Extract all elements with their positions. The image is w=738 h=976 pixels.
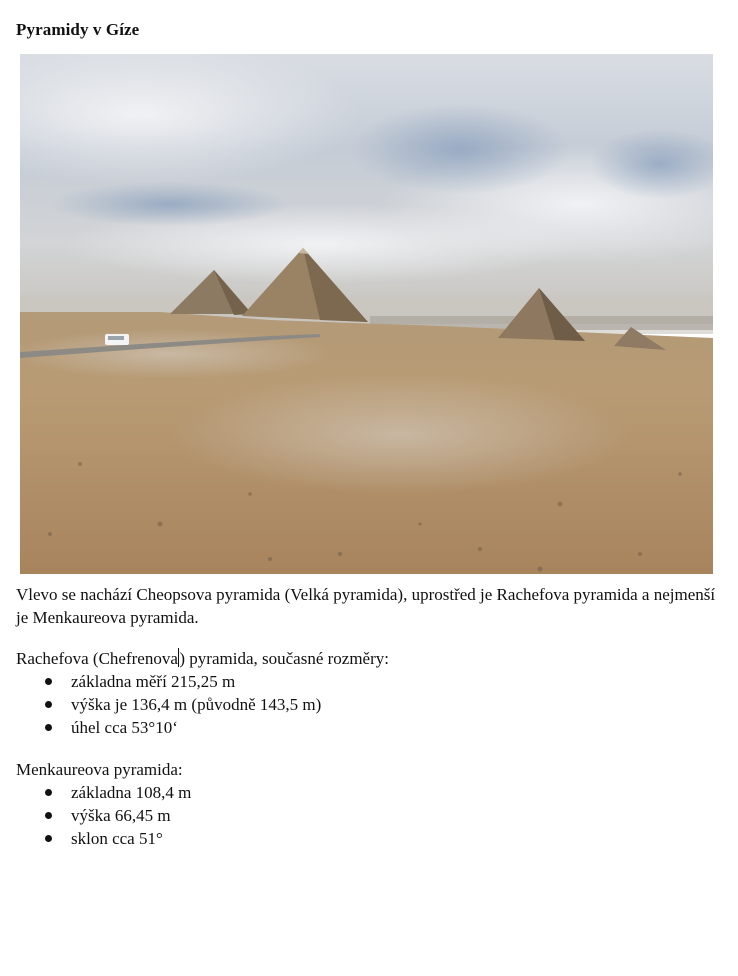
description-paragraph: Vlevo se nachází Cheopsova pyramida (Velká pyramida), uprostřed je Rachefova pyramida a nejmenší je Menkaureova pyramida. [16, 585, 716, 627]
khafre-list [16, 670, 389, 739]
list-item [16, 716, 389, 739]
bullet-icon [45, 701, 52, 708]
khafre-heading [16, 647, 389, 670]
list-item-text: základna 108,4 m [71, 783, 192, 802]
list-item-text: úhel cca 53°10‘ [71, 718, 178, 737]
khafre-section [16, 647, 389, 739]
khafre-heading-part1: Rachefova (Chefrenova [16, 649, 178, 668]
list-item [16, 781, 191, 804]
giza-pyramids-photo [20, 54, 713, 574]
bullet-icon [45, 724, 52, 731]
list-item [16, 827, 191, 850]
list-item [16, 693, 389, 716]
list-item [16, 670, 389, 693]
bullet-icon [45, 812, 52, 819]
menkaure-list [16, 781, 191, 850]
bullet-icon [45, 789, 52, 796]
document-title: Pyramidy v Gíze [16, 20, 140, 39]
bullet-icon [45, 835, 52, 842]
menkaure-section [16, 758, 191, 850]
list-item-text: výška je 136,4 m (původně 143,5 m) [71, 695, 322, 714]
list-item-text: sklon cca 51° [71, 829, 163, 848]
list-item-text: výška 66,45 m [71, 806, 171, 825]
khafre-heading-part2: ) pyramida, současné rozměry: [179, 649, 389, 668]
list-item [16, 804, 191, 827]
menkaure-heading: Menkaureova pyramida: [16, 760, 183, 779]
list-item-text: základna měří 215,25 m [71, 672, 236, 691]
bullet-icon [45, 678, 52, 685]
